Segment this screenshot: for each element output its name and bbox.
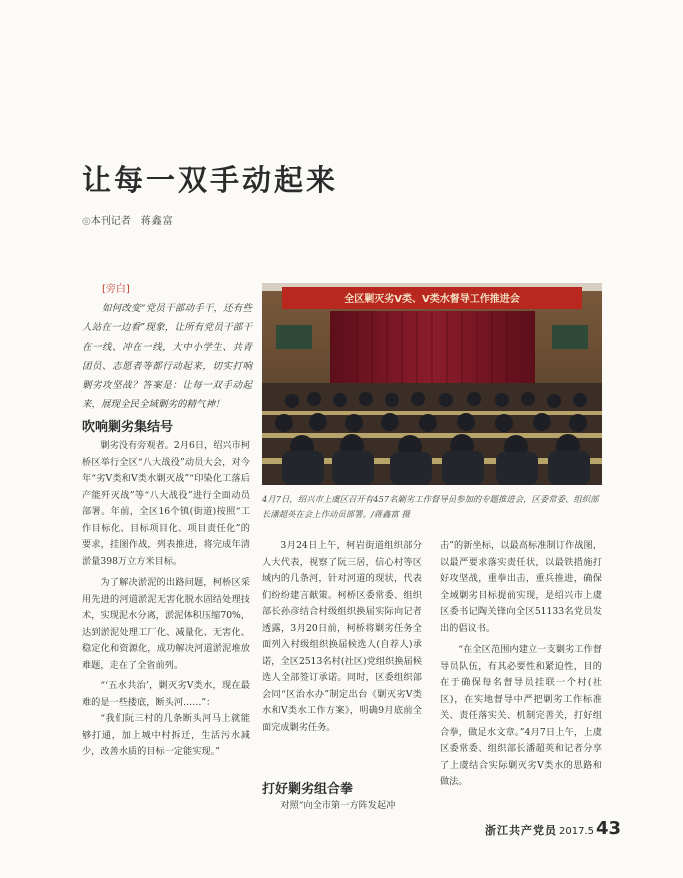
column-1 — [82, 438, 250, 761]
photo-caption: 4月7日，绍兴市上虞区召开有457名剿劣工作督导员参加的专题推进会，区委常委、组织部长潘超英在会上作动员部署。/蒋鑫富 摄 — [262, 494, 599, 519]
banner-text: 全区剿灭劣Ⅴ类、Ⅴ类水督导工作推进会 — [344, 294, 520, 305]
byline-author: 蒋鑫富 — [140, 216, 174, 227]
magazine-name: 浙江共产党员 — [485, 824, 557, 837]
section-heading-2: 打好剿劣组合拳 — [262, 782, 354, 797]
paragraph: 剿劣没有旁观者。2月6日，绍兴市柯桥区举行全区“八大战役”动员大会，对今年“劣Ⅴ类和Ⅴ类水剿灭战”“印染化工落后产能歼灭战”等“八大战役”进行全面动员部署。年前，全区16个镇(街道)按照“工作目标化、目标项目化、项目责任化”的要求，挂图作战，列表推进，将完成年清淤量398万立方米目标。 — [82, 440, 250, 567]
paragraph: 击”的新坐标，以最高标准制订作战图，以最严要求落实责任状，以最铁措施打好攻坚战，重拳出击，重兵推进，确保全域剿劣目标提前实现，是绍兴市上虞区委书记陶关锋向全区51133名党员发出的倡议书。 — [440, 540, 602, 634]
sidebar-note — [82, 280, 252, 415]
page-number: 43 — [596, 818, 622, 839]
paragraph: “在全区范围内建立一支剿劣工作督导员队伍，有其必要性和紧迫性，目的在于确保每名督导员挂联一个村(社区)，在实地督导中严把剿劣工作标准关、责任落实关、机制完善关，打好组合拳，做足水文章。”4月7日上午，上虞区委常委、组织部长潘超英和记者分享了上虞结合实际剿灭劣Ⅴ类水的思路和做法。 — [440, 644, 602, 787]
section-heading-1: 吹响剿劣集结号 — [82, 420, 174, 435]
byline — [82, 212, 174, 227]
paragraph: 对照“向全市第一方阵发起冲 — [280, 800, 396, 811]
sidebar-text: 如何改变“党员干部动手干，还有些人站在一边看”现象，让所有党员干部干在一线、冲在一线，大中小学生、共青团员、志愿者等都行动起来，切实打响剿劣攻坚战？答案是：让每一双手动起来，展现全民全域剿劣的精气神！ — [82, 303, 252, 411]
column-2-cont — [262, 798, 422, 815]
paragraph: 为了解决淤泥的出路问题，柯桥区采用先进的河道淤泥无害化脱水固结处理技术，实现泥水分离，淤泥体积压缩70%，达到淤泥处理工厂化、减量化、无害化、稳定化和资源化，成功解决河道淤泥堆放难题，走在了全省前列。 — [82, 577, 250, 671]
paragraph: “我们阮三村的几条断头河马上就能够打通，加上城中村拆迁，生活污水减少，改善水质的目标一定能实现。” — [82, 713, 250, 757]
conference-photo-graphic — [262, 283, 602, 485]
column-3 — [440, 538, 602, 791]
byline-mark: ◎ — [82, 216, 91, 227]
byline-role: 本刊记者 — [90, 216, 131, 227]
sidebar-tag: [旁白] — [102, 284, 130, 295]
page-footer — [485, 818, 621, 839]
paragraph: “‘五水共治’，剿灭劣Ⅴ类水，现在最难的是一些搂底，断头河……”： — [82, 680, 250, 708]
issue-number: 2017.5 — [559, 826, 594, 837]
conference-photo — [262, 283, 602, 485]
article-title: 让每一双手动起来 — [82, 163, 339, 197]
column-2 — [262, 538, 422, 736]
paragraph: 3月24日上午，柯岩街道组织部分人大代表，视察了阮三居，信心村等区域内的几条河，针对河道的现状，代表们纷纷建言献策。柯桥区委常委、组织部长孙彦结合村级组织换届实际向记者透露，3月20日前，柯桥将剿劣任务全面列入村级组织换届候选人(自荐人)承诺，全区2513名村(社区)党组织换届候选人全部签订承诺。同时，区委组织部会同“区治水办”制定出台《剿灭劣Ⅴ类水和Ⅴ类水工作方案》，明确9月底前全面完成剿劣任务。 — [262, 540, 422, 733]
